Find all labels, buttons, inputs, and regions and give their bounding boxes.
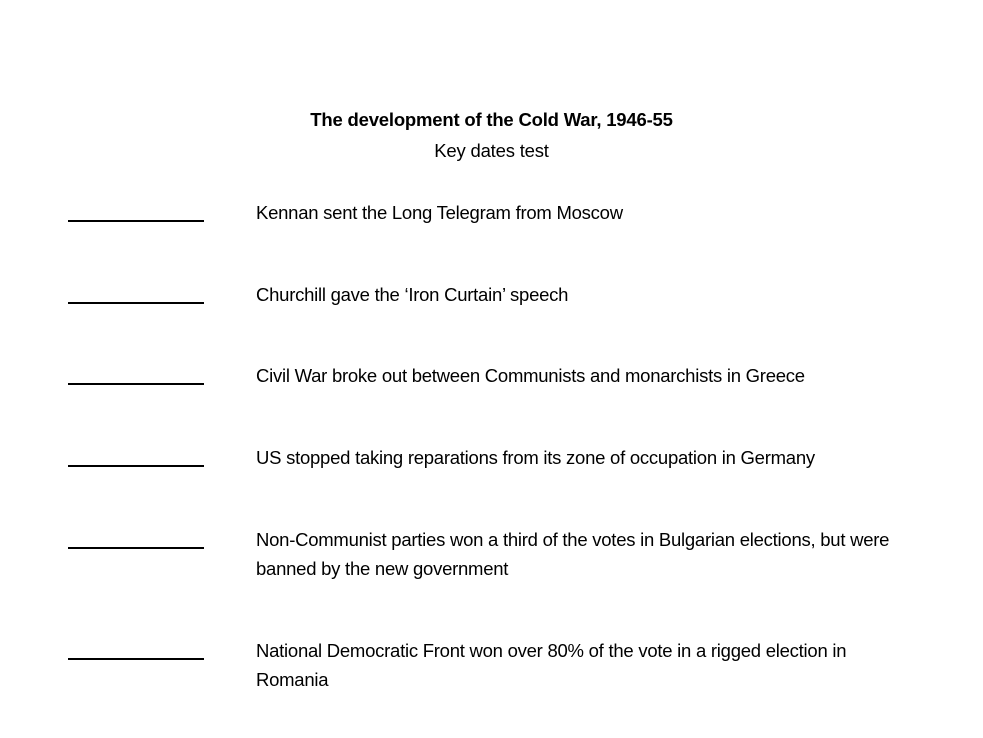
answer-blank[interactable] bbox=[68, 383, 204, 385]
event-text: US stopped taking reparations from its zone of occupation in Germany bbox=[256, 447, 815, 468]
event-text: Kennan sent the Long Telegram from Moscow bbox=[256, 202, 623, 223]
answer-blank[interactable] bbox=[68, 302, 204, 304]
answer-blank[interactable] bbox=[68, 547, 204, 549]
page-subtitle: Key dates test bbox=[434, 140, 549, 161]
event-text: National Democratic Front won over 80% of the vote in a rigged election in Romania bbox=[256, 640, 847, 690]
answer-blank[interactable] bbox=[68, 658, 204, 660]
page-title: The development of the Cold War, 1946-55 bbox=[310, 109, 673, 130]
answer-blank[interactable] bbox=[68, 220, 204, 222]
event-text: Civil War broke out between Communists and monarchists in Greece bbox=[256, 365, 805, 386]
event-text: Churchill gave the ‘Iron Curtain’ speech bbox=[256, 284, 569, 305]
answer-blank[interactable] bbox=[68, 465, 204, 467]
event-text: Non-Communist parties won a third of the votes in Bulgarian elections, but were banned by the new government bbox=[256, 529, 890, 579]
